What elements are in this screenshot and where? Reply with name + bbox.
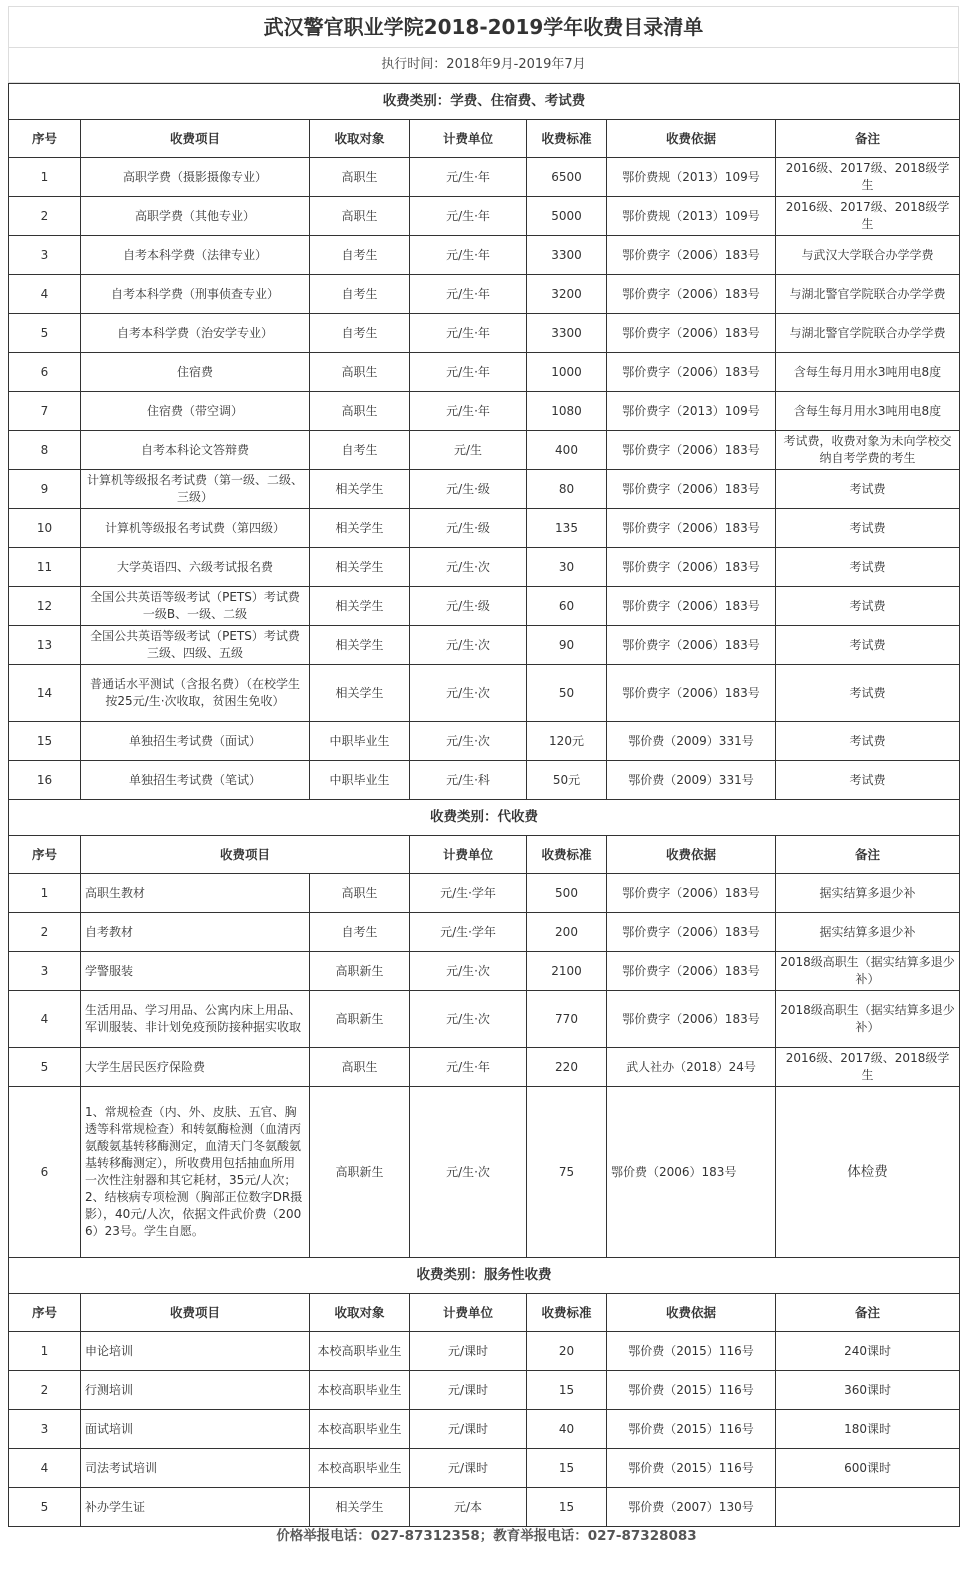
table-row	[9, 626, 960, 665]
cell-unit: 元/生·年	[410, 275, 527, 314]
header-standard: 收费标准	[527, 836, 607, 874]
cell-index: 5	[9, 1488, 81, 1527]
cell-unit: 元/课时	[410, 1371, 527, 1410]
cell-basis: 鄂价费字（2006）183号	[607, 275, 776, 314]
cell-unit: 元/生	[410, 431, 527, 470]
cell-standard: 15	[527, 1449, 607, 1488]
header-remark: 备注	[776, 1294, 960, 1332]
cell-item: 面试培训	[81, 1410, 310, 1449]
section-title-row	[9, 800, 960, 836]
cell-standard: 3200	[527, 275, 607, 314]
cell-standard: 75	[527, 1087, 607, 1258]
cell-standard: 120元	[527, 722, 607, 761]
table-row	[9, 722, 960, 761]
cell-unit: 元/生·次	[410, 1087, 527, 1258]
cell-index: 9	[9, 470, 81, 509]
cell-item: 普通话水平测试（含报名费）（在校学生按25元/生·次收取，贫困生免收）	[81, 665, 310, 722]
header-standard: 收费标准	[527, 1294, 607, 1332]
cell-standard: 2100	[527, 952, 607, 991]
cell-unit: 元/生·次	[410, 722, 527, 761]
cell-index: 2	[9, 1371, 81, 1410]
cell-unit: 元/生·年	[410, 353, 527, 392]
cell-standard: 90	[527, 626, 607, 665]
cell-standard: 3300	[527, 236, 607, 275]
cell-remark: 考试费	[776, 626, 960, 665]
cell-target: 高职生	[310, 197, 410, 236]
header-standard: 收费标准	[527, 120, 607, 158]
cell-standard: 50	[527, 665, 607, 722]
cell-remark: 与湖北警官学院联合办学学费	[776, 275, 960, 314]
cell-index: 3	[9, 1410, 81, 1449]
section-title-row	[9, 84, 960, 120]
header-unit: 计费单位	[410, 120, 527, 158]
cell-index: 16	[9, 761, 81, 800]
header-item: 收费项目	[81, 120, 310, 158]
cell-item: 大学英语四、六级考试报名费	[81, 548, 310, 587]
table-row	[9, 874, 960, 913]
cell-unit: 元/生·级	[410, 470, 527, 509]
cell-standard: 135	[527, 509, 607, 548]
cell-remark: 考试费	[776, 587, 960, 626]
cell-index: 14	[9, 665, 81, 722]
cell-item: 住宿费	[81, 353, 310, 392]
cell-basis: 鄂价费（2015）116号	[607, 1371, 776, 1410]
cell-unit: 元/本	[410, 1488, 527, 1527]
cell-unit: 元/生·年	[410, 1048, 527, 1087]
cell-standard: 220	[527, 1048, 607, 1087]
cell-remark: 与武汉大学联合办学学费	[776, 236, 960, 275]
cell-unit: 元/生·学年	[410, 913, 527, 952]
cell-standard: 500	[527, 874, 607, 913]
cell-target: 中职毕业生	[310, 761, 410, 800]
cell-target: 本校高职毕业生	[310, 1410, 410, 1449]
header-item: 收费项目	[81, 1294, 310, 1332]
cell-unit: 元/课时	[410, 1449, 527, 1488]
cell-basis: 鄂价费字（2006）183号	[607, 509, 776, 548]
cell-item: 申论培训	[81, 1332, 310, 1371]
cell-standard: 200	[527, 913, 607, 952]
cell-remark: 600课时	[776, 1449, 960, 1488]
cell-item: 自考教材	[81, 913, 310, 952]
cell-item: 单独招生考试费（笔试）	[81, 761, 310, 800]
header-index: 序号	[9, 120, 81, 158]
section-title: 收费类别：学费、住宿费、考试费	[9, 84, 960, 120]
cell-standard: 80	[527, 470, 607, 509]
cell-basis: 鄂价费规（2013）109号	[607, 197, 776, 236]
cell-index: 1	[9, 874, 81, 913]
table-row	[9, 236, 960, 275]
cell-basis: 鄂价费字（2006）183号	[607, 626, 776, 665]
cell-item: 学警服装	[81, 952, 310, 991]
cell-unit: 元/生·次	[410, 991, 527, 1048]
header-target: 收取对象	[310, 1294, 410, 1332]
cell-index: 5	[9, 1048, 81, 1087]
cell-item: 补办学生证	[81, 1488, 310, 1527]
cell-basis: 鄂价费字（2006）183号	[607, 236, 776, 275]
cell-remark: 考试费	[776, 761, 960, 800]
cell-basis: 鄂价费字（2006）183号	[607, 431, 776, 470]
cell-index: 3	[9, 236, 81, 275]
cell-unit: 元/生·学年	[410, 874, 527, 913]
cell-item: 高职学费（摄影摄像专业）	[81, 158, 310, 197]
page-title: 武汉警官职业学院2018-2019学年收费目录清单	[8, 6, 959, 47]
cell-index: 6	[9, 1087, 81, 1258]
cell-target: 高职生	[310, 392, 410, 431]
cell-item: 高职学费（其他专业）	[81, 197, 310, 236]
table-row	[9, 587, 960, 626]
header-basis: 收费依据	[607, 836, 776, 874]
cell-target: 自考生	[310, 913, 410, 952]
cell-target: 相关学生	[310, 587, 410, 626]
cell-standard: 30	[527, 548, 607, 587]
header-target: 收取对象	[310, 120, 410, 158]
table-row	[9, 392, 960, 431]
header-basis: 收费依据	[607, 120, 776, 158]
cell-target: 本校高职毕业生	[310, 1449, 410, 1488]
cell-index: 10	[9, 509, 81, 548]
cell-index: 7	[9, 392, 81, 431]
cell-remark: 2018级高职生（据实结算多退少补）	[776, 952, 960, 991]
cell-basis: 鄂价费字（2006）183号	[607, 470, 776, 509]
fee-document	[8, 6, 959, 1527]
cell-index: 11	[9, 548, 81, 587]
cell-index: 8	[9, 431, 81, 470]
cell-remark: 考试费	[776, 470, 960, 509]
cell-item: 大学生居民医疗保险费	[81, 1048, 310, 1087]
table-row	[9, 913, 960, 952]
cell-index: 13	[9, 626, 81, 665]
cell-target: 高职生	[310, 874, 410, 913]
cell-remark: 考试费	[776, 665, 960, 722]
cell-standard: 60	[527, 587, 607, 626]
cell-item: 司法考试培训	[81, 1449, 310, 1488]
header-unit: 计费单位	[410, 1294, 527, 1332]
cell-unit: 元/生·次	[410, 548, 527, 587]
cell-index: 1	[9, 158, 81, 197]
cell-basis: 鄂价费字（2006）183号	[607, 991, 776, 1048]
fee-table	[8, 83, 960, 1527]
table-row	[9, 158, 960, 197]
table-row	[9, 761, 960, 800]
cell-remark: 考试费	[776, 509, 960, 548]
cell-basis: 武人社办（2018）24号	[607, 1048, 776, 1087]
cell-unit: 元/生·年	[410, 236, 527, 275]
table-header-row	[9, 120, 960, 158]
cell-remark: 2018级高职生（据实结算多退少补）	[776, 991, 960, 1048]
cell-item: 高职生教材	[81, 874, 310, 913]
cell-index: 12	[9, 587, 81, 626]
cell-item: 自考本科学费（法律专业）	[81, 236, 310, 275]
cell-item: 自考本科论文答辩费	[81, 431, 310, 470]
header-index: 序号	[9, 1294, 81, 1332]
cell-index: 4	[9, 991, 81, 1048]
cell-standard: 1080	[527, 392, 607, 431]
header-basis: 收费依据	[607, 1294, 776, 1332]
cell-target: 相关学生	[310, 1488, 410, 1527]
table-row	[9, 548, 960, 587]
header-item: 收费项目	[81, 836, 410, 874]
table-row	[9, 1332, 960, 1371]
cell-remark: 据实结算多退少补	[776, 913, 960, 952]
cell-target: 高职生	[310, 353, 410, 392]
cell-target: 本校高职毕业生	[310, 1332, 410, 1371]
section-title-row	[9, 1258, 960, 1294]
cell-unit: 元/课时	[410, 1410, 527, 1449]
table-row	[9, 952, 960, 991]
cell-unit: 元/生·科	[410, 761, 527, 800]
cell-target: 中职毕业生	[310, 722, 410, 761]
cell-basis: 鄂价费字（2013）109号	[607, 392, 776, 431]
cell-item: 全国公共英语等级考试（PETS）考试费一级B、一级、二级	[81, 587, 310, 626]
cell-index: 3	[9, 952, 81, 991]
cell-remark: 体检费	[776, 1087, 960, 1258]
cell-unit: 元/生·年	[410, 314, 527, 353]
table-row	[9, 1410, 960, 1449]
cell-remark: 含每生每月用水3吨用电8度	[776, 353, 960, 392]
cell-remark: 180课时	[776, 1410, 960, 1449]
cell-item: 生活用品、学习用品、公寓内床上用品、军训服装、非计划免疫预防接种据实收取	[81, 991, 310, 1048]
cell-unit: 元/生·次	[410, 665, 527, 722]
header-remark: 备注	[776, 836, 960, 874]
execution-time: 执行时间：2018年9月-2019年7月	[8, 47, 959, 83]
cell-target: 高职新生	[310, 952, 410, 991]
table-row	[9, 509, 960, 548]
cell-basis: 鄂价费字（2006）183号	[607, 548, 776, 587]
cell-basis: 鄂价费字（2006）183号	[607, 665, 776, 722]
cell-standard: 400	[527, 431, 607, 470]
cell-item: 住宿费（带空调）	[81, 392, 310, 431]
cell-target: 相关学生	[310, 626, 410, 665]
cell-unit: 元/生·年	[410, 197, 527, 236]
cell-index: 4	[9, 275, 81, 314]
table-row	[9, 353, 960, 392]
cell-index: 1	[9, 1332, 81, 1371]
report-hotline: 价格举报电话：027-87312358；教育举报电话：027-87328083	[276, 1528, 697, 1544]
cell-index: 4	[9, 1449, 81, 1488]
cell-standard: 5000	[527, 197, 607, 236]
cell-basis: 鄂价费（2015）116号	[607, 1332, 776, 1371]
cell-index: 5	[9, 314, 81, 353]
table-row	[9, 470, 960, 509]
cell-basis: 鄂价费字（2006）183号	[607, 913, 776, 952]
cell-remark: 考试费，收费对象为未向学校交纳自考学费的考生	[776, 431, 960, 470]
section-title: 收费类别：代收费	[9, 800, 960, 836]
table-row	[9, 197, 960, 236]
cell-unit: 元/生·级	[410, 587, 527, 626]
table-row	[9, 431, 960, 470]
cell-remark: 与湖北警官学院联合办学学费	[776, 314, 960, 353]
cell-unit: 元/生·次	[410, 626, 527, 665]
cell-target: 相关学生	[310, 470, 410, 509]
cell-item: 自考本科学费（刑事侦查专业）	[81, 275, 310, 314]
cell-item: 单独招生考试费（面试）	[81, 722, 310, 761]
cell-item: 计算机等级报名考试费（第四级）	[81, 509, 310, 548]
cell-standard: 15	[527, 1371, 607, 1410]
table-row	[9, 665, 960, 722]
cell-unit: 元/生·年	[410, 158, 527, 197]
table-row	[9, 314, 960, 353]
cell-remark: 考试费	[776, 548, 960, 587]
cell-target: 自考生	[310, 314, 410, 353]
cell-remark: 240课时	[776, 1332, 960, 1371]
cell-item: 行测培训	[81, 1371, 310, 1410]
cell-basis: 鄂价费字（2006）183号	[607, 587, 776, 626]
cell-unit: 元/生·级	[410, 509, 527, 548]
cell-index: 2	[9, 913, 81, 952]
cell-target: 高职新生	[310, 991, 410, 1048]
cell-remark: 含每生每月用水3吨用电8度	[776, 392, 960, 431]
cell-remark: 2016级、2017级、2018级学生	[776, 158, 960, 197]
cell-standard: 40	[527, 1410, 607, 1449]
table-row	[9, 275, 960, 314]
cell-basis: 鄂价费（2015）116号	[607, 1449, 776, 1488]
cell-target: 自考生	[310, 236, 410, 275]
cell-remark: 考试费	[776, 722, 960, 761]
cell-standard: 20	[527, 1332, 607, 1371]
cell-basis: 鄂价费（2006）183号	[607, 1087, 776, 1258]
cell-standard: 15	[527, 1488, 607, 1527]
cell-item: 1、常规检查（内、外、皮肤、五官、胸透等科常规检查）和转氨酶检测（血清丙氨酸氨基转移酶测定，血清天门冬氨酸氨基转移酶测定），所收费用包括抽血所用一次性注射器和其它耗材，35元/人次；2、结核病专项检测（胸部正位数字DR摄影），40元/人次，依据文件武价费（2006）23号。学生自愿。	[81, 1087, 310, 1258]
cell-basis: 鄂价费字（2006）183号	[607, 952, 776, 991]
cell-basis: 鄂价费（2009）331号	[607, 722, 776, 761]
section-title: 收费类别：服务性收费	[9, 1258, 960, 1294]
header-remark: 备注	[776, 120, 960, 158]
cell-basis: 鄂价费（2009）331号	[607, 761, 776, 800]
cell-item: 全国公共英语等级考试（PETS）考试费三级、四级、五级	[81, 626, 310, 665]
header-index: 序号	[9, 836, 81, 874]
cell-item: 计算机等级报名考试费（第一级、二级、三级）	[81, 470, 310, 509]
cell-basis: 鄂价费字（2006）183号	[607, 353, 776, 392]
cell-standard: 770	[527, 991, 607, 1048]
table-row	[9, 1048, 960, 1087]
cell-standard: 6500	[527, 158, 607, 197]
cell-basis: 鄂价费（2007）130号	[607, 1488, 776, 1527]
cell-unit: 元/课时	[410, 1332, 527, 1371]
cell-index: 15	[9, 722, 81, 761]
cell-basis: 鄂价费（2015）116号	[607, 1410, 776, 1449]
cell-target: 高职生	[310, 158, 410, 197]
cell-standard: 1000	[527, 353, 607, 392]
cell-index: 6	[9, 353, 81, 392]
table-row	[9, 1449, 960, 1488]
table-row	[9, 1087, 960, 1258]
cell-target: 相关学生	[310, 548, 410, 587]
cell-basis: 鄂价费字（2006）183号	[607, 314, 776, 353]
table-header-row	[9, 1294, 960, 1332]
cell-target: 高职新生	[310, 1087, 410, 1258]
table-header-row	[9, 836, 960, 874]
cell-remark: 2016级、2017级、2018级学生	[776, 197, 960, 236]
cell-remark: 据实结算多退少补	[776, 874, 960, 913]
table-row	[9, 991, 960, 1048]
cell-standard: 50元	[527, 761, 607, 800]
cell-standard: 3300	[527, 314, 607, 353]
header-unit: 计费单位	[410, 836, 527, 874]
cell-target: 自考生	[310, 431, 410, 470]
cell-unit: 元/生·次	[410, 952, 527, 991]
cell-target: 自考生	[310, 275, 410, 314]
cell-basis: 鄂价费字（2006）183号	[607, 874, 776, 913]
cell-item: 自考本科学费（治安学专业）	[81, 314, 310, 353]
cell-remark: 360课时	[776, 1371, 960, 1410]
cell-unit: 元/生·年	[410, 392, 527, 431]
cell-target: 相关学生	[310, 665, 410, 722]
cell-target: 相关学生	[310, 509, 410, 548]
cell-remark: 2016级、2017级、2018级学生	[776, 1048, 960, 1087]
cell-index: 2	[9, 197, 81, 236]
cell-target: 高职生	[310, 1048, 410, 1087]
table-row	[9, 1371, 960, 1410]
cell-basis: 鄂价费规（2013）109号	[607, 158, 776, 197]
cell-target: 本校高职毕业生	[310, 1371, 410, 1410]
